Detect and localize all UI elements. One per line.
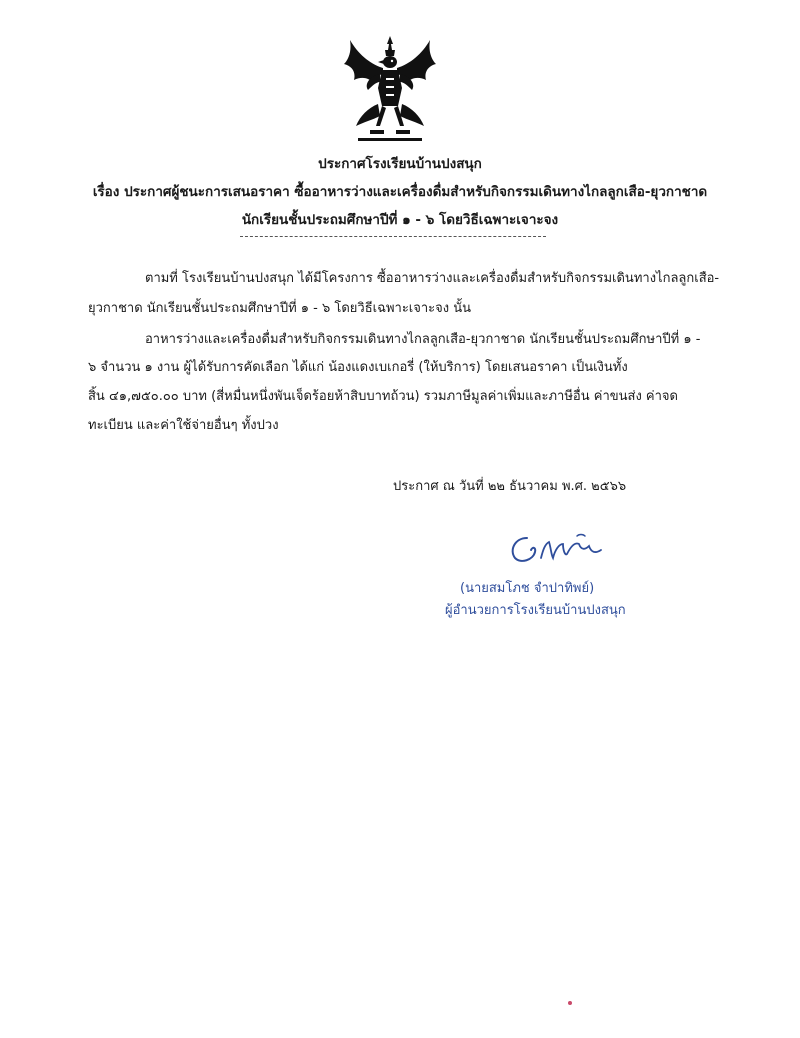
ink-speck: [568, 1001, 572, 1005]
paragraph-2-line-3: สิ้น ๔๑,๗๕๐.๐๐ บาท (สี่หมื่นหนึ่งพันเจ็ดร้อยห้าสิบบาทถ้วน) รวมภาษีมูลค่าเพิ่มและภาษีอื่น ค่าขนส่ง ค่าจด: [88, 389, 678, 404]
announcement-heading: ประกาศโรงเรียนบ้านปงสนุก: [318, 156, 482, 172]
signatory-position: ผู้อำนวยการโรงเรียนบ้านปงสนุก: [445, 603, 626, 618]
subject-line-continued: นักเรียนชั้นประถมศึกษาปีที่ ๑ - ๖ โดยวิธีเฉพาะเจาะจง: [241, 212, 559, 228]
paragraph-2-line-4: ทะเบียน และค่าใช้จ่ายอื่นๆ ทั้งปวง: [88, 418, 279, 433]
handwritten-signature: [505, 528, 617, 568]
announcement-date: ประกาศ ณ วันที่ ๒๒ ธันวาคม พ.ศ. ๒๕๖๖: [393, 479, 627, 494]
separator-line: [240, 236, 546, 237]
paragraph-2-line-2: ๖ จำนวน ๑ งาน ผู้ได้รับการคัดเลือก ได้แก่ น้องแดงเบเกอรี่ (ให้บริการ) โดยเสนอราคา เป็นเงินทั้ง: [88, 360, 628, 375]
paragraph-1-line-2: ยุวกาชาด นักเรียนชั้นประถมศึกษาปีที่ ๑ - ๖ โดยวิธีเฉพาะเจาะจง นั้น: [88, 301, 472, 316]
paragraph-2-line-1: อาหารว่างและเครื่องดื่มสำหรับกิจกรรมเดินทางไกลลูกเสือ-ยุวกาชาด นักเรียนชั้นประถมศึกษาปีที่ ๑ -: [145, 332, 701, 347]
signatory-name: (นายสมโภช จำปาทิพย์): [460, 581, 595, 596]
subject-line: เรื่อง ประกาศผู้ชนะการเสนอราคา ซื้ออาหารว่างและเครื่องดื่มสำหรับกิจกรรมเดินทางไกลลูกเสือ-ยุวกาชาด: [92, 184, 708, 200]
paragraph-1-line-1: ตามที่ โรงเรียนบ้านปงสนุก ได้มีโครงการ ซื้ออาหารว่างและเครื่องดื่มสำหรับกิจกรรมเดินทางไกลลูกเสือ-: [145, 271, 720, 286]
garuda-emblem-icon: [340, 34, 440, 146]
